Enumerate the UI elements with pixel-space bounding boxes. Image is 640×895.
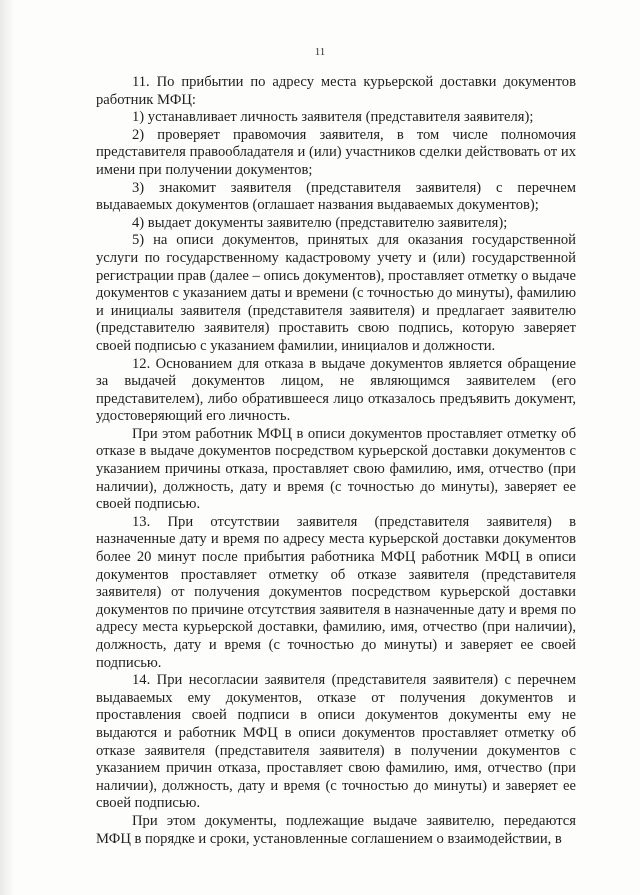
paragraph-11-item-2: 2) проверяет правомочия заявителя, в том числе полномочия представителя правообладателя и (или) участников сделки действовать от их имени при получении документов; bbox=[96, 126, 576, 178]
scan-edge-shadow bbox=[0, 0, 14, 895]
paragraph-14-note: При этом документы, подлежащие выдаче заявителю, передаются МФЦ в порядке и сроки, установленные соглашением о взаимодействии, в bbox=[96, 812, 576, 847]
paragraph-14: 14. При несогласии заявителя (представителя заявителя) с перечнем выдаваемых ему документов, отказе от получения документов и проставления своей подписи в описи документов документы ему не выдаются и работник МФЦ в описи документов проставляет отметку об отказе заявителя (представителя заявителя) в получении документов с указанием причин отказа, проставляет свою фамилию, имя, отчество (при наличии), должность, дату и время (с точностью до минуты) и заверяет ее своей подписью. bbox=[96, 672, 576, 812]
paragraph-12: 12. Основанием для отказа в выдаче документов является обращение за выдачей документов лицом, не являющимся заявителем (его представителем), либо обратившееся лицо отказалось предъявить документ, удостоверяющий его личность. bbox=[96, 355, 576, 425]
paragraph-11-item-1: 1) устанавливает личность заявителя (представителя заявителя); bbox=[132, 109, 534, 126]
page-number: 11 bbox=[314, 46, 326, 58]
paragraph-11-intro: 11. По прибытии по адресу места курьерской доставки документов работник МФЦ: bbox=[96, 74, 576, 108]
paragraph-12-note: При этом работник МФЦ в описи документов проставляет отметку об отказе в выдаче документов посредством курьерской доставки документов с указанием причины отказа, проставляет свою фамилию, имя, отчество (при наличии), должность, дату и время (с точностью до минуты), заверяет ее своей подписью. bbox=[96, 425, 576, 513]
paragraph-11-item-3: 3) знакомит заявителя (представителя заявителя) с перечнем выдаваемых документов (оглашает названия выдаваемых документов); bbox=[96, 179, 576, 214]
paragraph-13: 13. При отсутствии заявителя (представителя заявителя) в назначенные дату и время по адресу места курьерской доставки документов более 20 минут после прибытия работника МФЦ работник МФЦ в описи документов проставляет отметку об отказе заявителя (представителя заявителя) от получения документов посредством курьерской доставки документов по причине отсутствия заявителя в назначенные дату и время по адресу места курьерской доставки, фамилию, имя, отчество (при наличии), должность, дату и время (с точностью до минуты) и заверяет ее своей подписью. bbox=[96, 513, 576, 671]
paragraph-11-item-5: 5) на описи документов, принятых для оказания государственной услуги по государственному кадастровому учету и (или) государственной регистрации прав (далее – опись документов), проставляет отметку о выдаче документов с указанием даты и времени (с точностью до минуты), фамилию и инициалы заявителя (представителя заявителя) и предлагает заявителю (представителю заявителя) проставить свою подпись, которую заверяет своей подписью с указанием фамилии, инициалов и должности. bbox=[96, 232, 576, 354]
document-body bbox=[96, 74, 576, 848]
paragraph-11-item-4: 4) выдает документы заявителю (представителю заявителя); bbox=[132, 214, 508, 231]
